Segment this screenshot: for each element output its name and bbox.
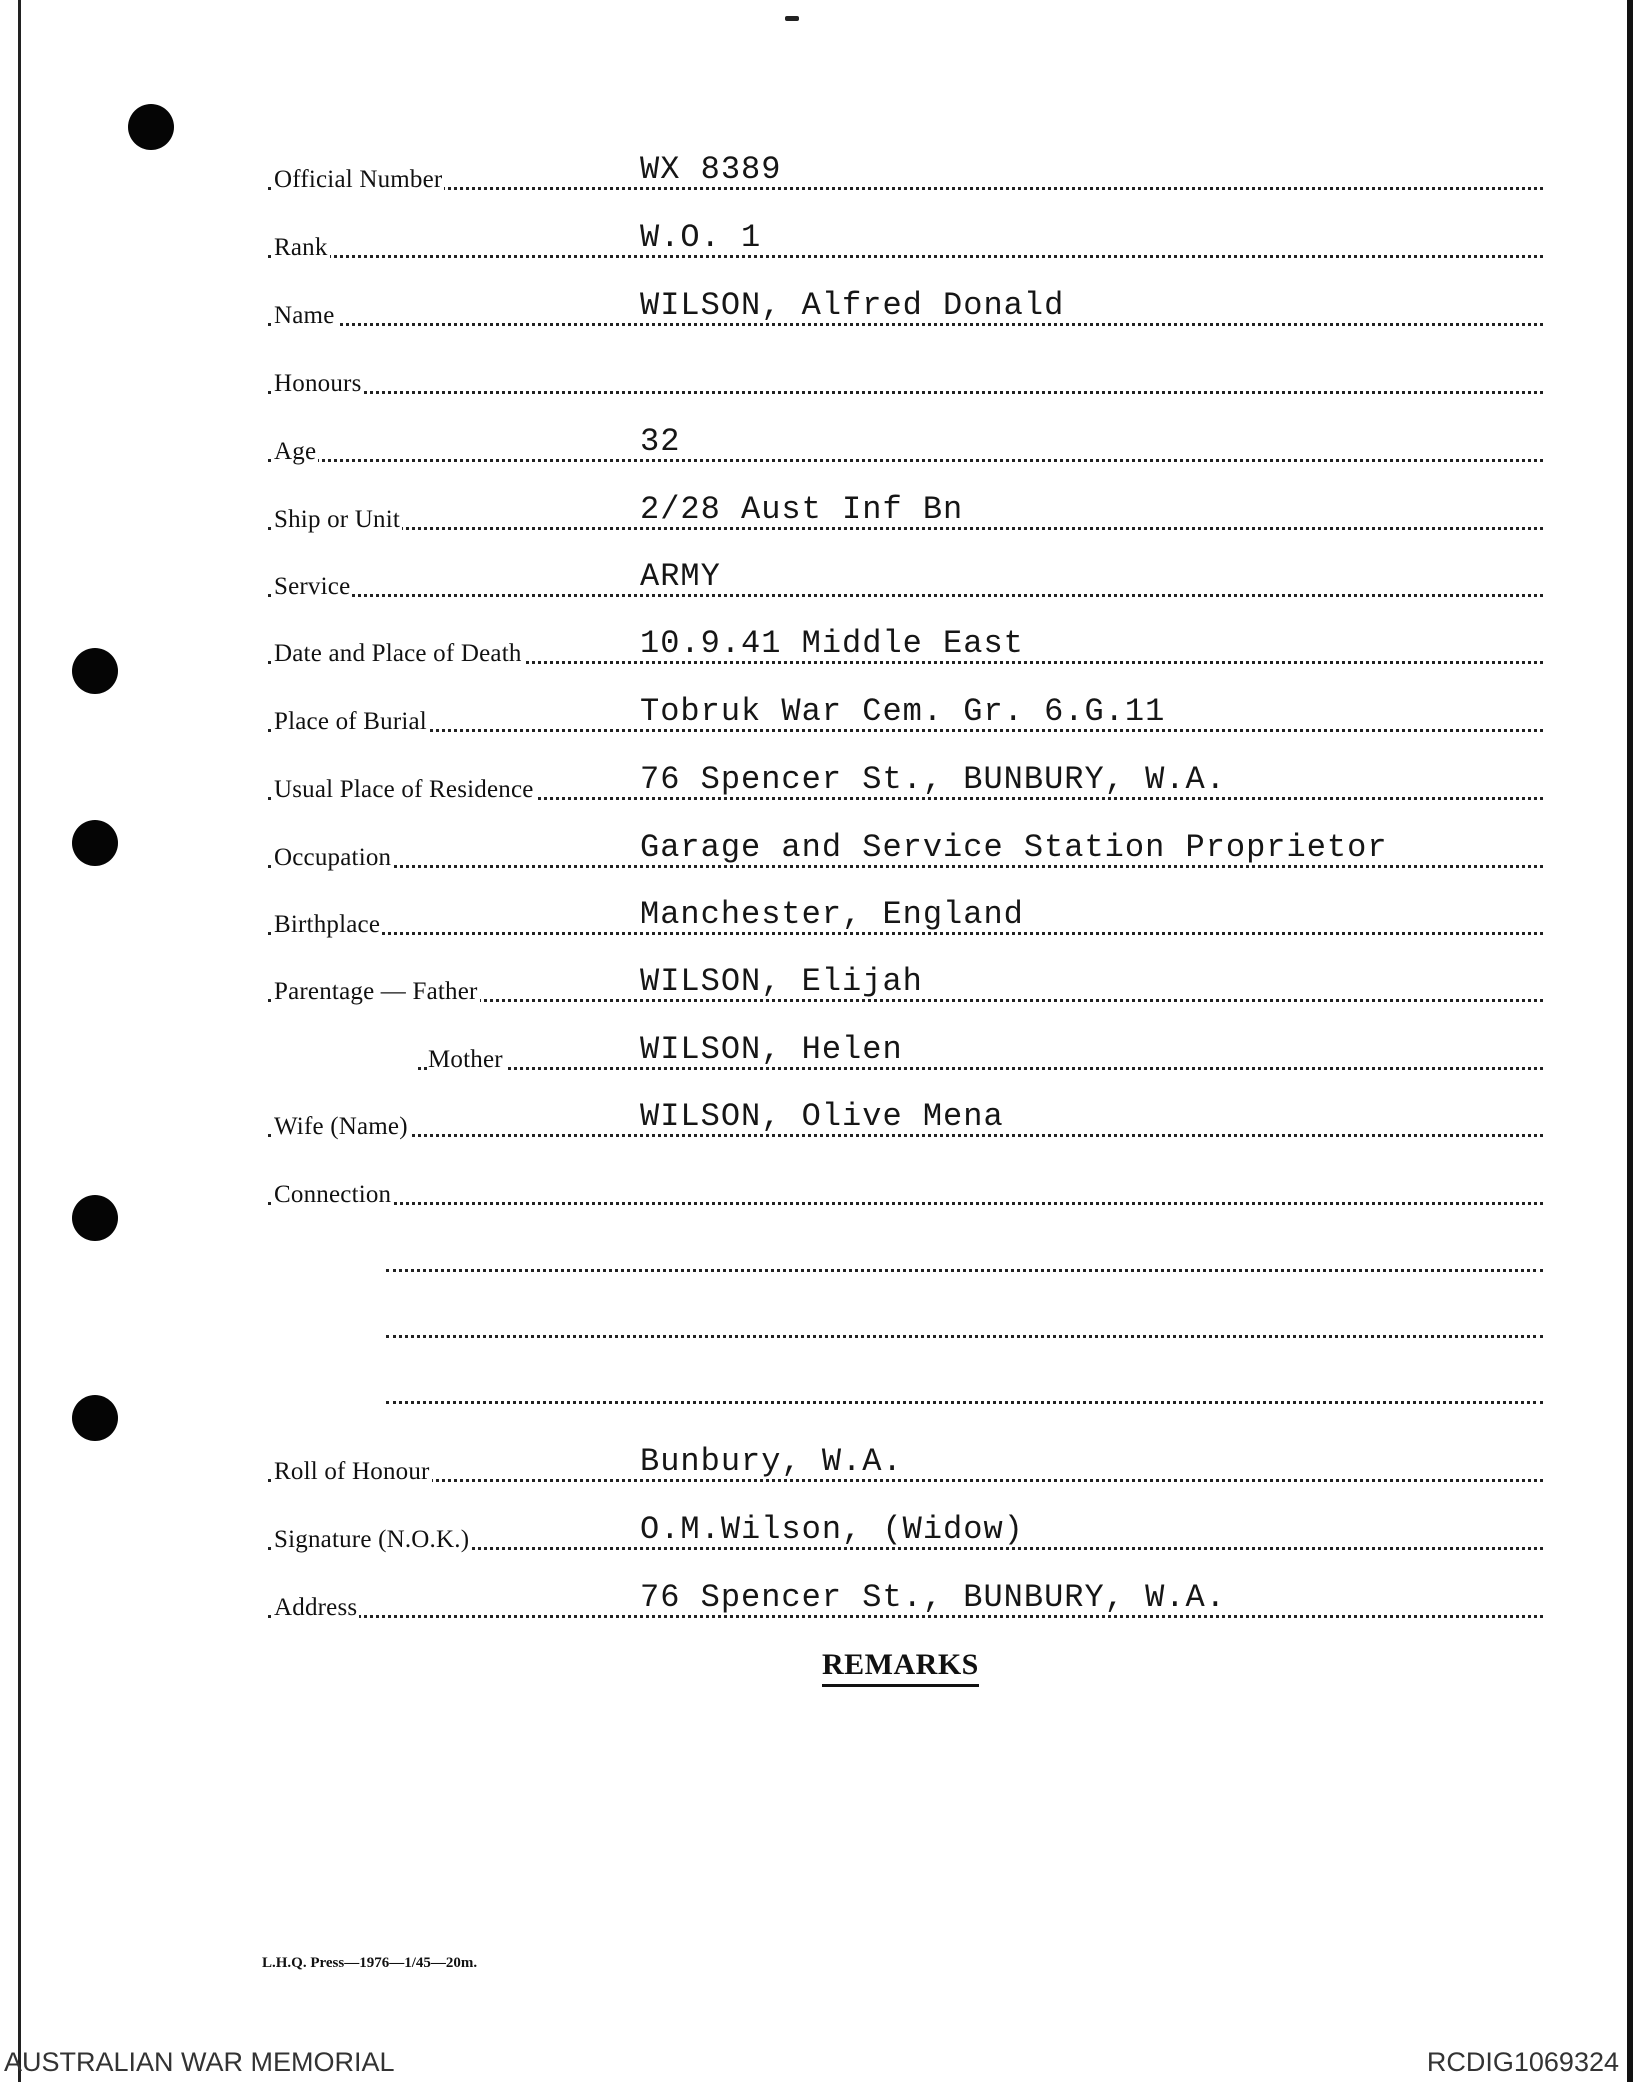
footer-archive-name: AUSTRALIAN WAR MEMORIAL — [4, 2047, 395, 2077]
field-value: WX 8389 — [640, 151, 782, 188]
field-connection — [268, 1163, 1543, 1215]
field-label: Occupation — [274, 844, 392, 871]
field-value: W.O. 1 — [640, 219, 762, 256]
field-value: Bunbury, W.A. — [640, 1443, 903, 1480]
field-label: Address — [274, 1594, 358, 1621]
field-label: Wife (Name) — [274, 1113, 408, 1140]
connection-line — [268, 1362, 1543, 1414]
field-label: Birthplace — [274, 911, 381, 938]
connection-line — [268, 1230, 1543, 1282]
field-mother — [268, 1028, 1543, 1080]
punch-hole — [72, 1395, 118, 1441]
field-rank — [268, 216, 1543, 268]
field-label: Name — [274, 302, 335, 329]
field-date-place-of-death — [268, 622, 1543, 674]
punch-hole — [128, 104, 174, 150]
field-label: Service — [274, 573, 351, 600]
scan-right-edge — [1627, 0, 1633, 2082]
remarks-heading: REMARKS — [822, 1648, 979, 1687]
scan-left-edge — [18, 0, 21, 2082]
field-value: WILSON, Helen — [640, 1031, 903, 1068]
field-place-of-burial — [268, 690, 1543, 742]
field-birthplace — [268, 893, 1543, 945]
field-occupation — [268, 826, 1543, 878]
punch-hole — [72, 820, 118, 866]
field-signature — [268, 1508, 1543, 1560]
field-honours — [268, 352, 1543, 404]
press-note: L.H.Q. Press—1976—1/45—20m. — [262, 1955, 478, 1971]
field-label: Parentage — Father — [274, 978, 478, 1005]
field-label: Honours — [274, 370, 362, 397]
field-label: Usual Place of Residence — [274, 776, 534, 803]
field-value: 32 — [640, 423, 681, 460]
scan-mark — [785, 16, 799, 21]
field-value: ARMY — [640, 558, 721, 595]
field-father — [268, 960, 1543, 1012]
field-value: Manchester, England — [640, 896, 1024, 933]
field-label: Age — [274, 438, 317, 465]
field-value: O.M.Wilson, (Widow) — [640, 1511, 1024, 1548]
field-value: WILSON, Alfred Donald — [640, 287, 1065, 324]
punch-hole — [72, 648, 118, 694]
dotted-line — [268, 459, 1543, 462]
field-label: Place of Burial — [274, 708, 427, 735]
field-value: 2/28 Aust Inf Bn — [640, 491, 964, 528]
field-usual-residence — [268, 758, 1543, 810]
field-official-number — [268, 148, 1543, 200]
field-value: WILSON, Elijah — [640, 963, 923, 1000]
dotted-line — [268, 1202, 1543, 1205]
field-label: Rank — [274, 234, 328, 261]
dotted-line — [268, 255, 1543, 258]
footer-record-id: RCDIG1069324 — [1426, 2047, 1619, 2077]
field-value: Garage and Service Station Proprietor — [640, 829, 1388, 866]
field-name — [268, 284, 1543, 336]
connection-line — [268, 1296, 1543, 1348]
dotted-line — [268, 391, 1543, 394]
field-label: Roll of Honour — [274, 1458, 430, 1485]
field-wife — [268, 1095, 1543, 1147]
field-label: Date and Place of Death — [274, 640, 522, 667]
field-value: Tobruk War Cem. Gr. 6.G.11 — [640, 693, 1166, 730]
dotted-line — [418, 1067, 1543, 1070]
field-age — [268, 420, 1543, 472]
field-label: Official Number — [274, 166, 443, 193]
field-label: Ship or Unit — [274, 506, 401, 533]
dotted-line — [268, 1479, 1543, 1482]
field-service — [268, 555, 1543, 607]
field-roll-of-honour — [268, 1440, 1543, 1492]
field-address — [268, 1576, 1543, 1628]
dotted-line — [386, 1269, 1543, 1272]
field-ship-or-unit — [268, 488, 1543, 540]
punch-hole — [72, 1195, 118, 1241]
dotted-line — [268, 594, 1543, 597]
dotted-line — [386, 1401, 1543, 1404]
field-value: 76 Spencer St., BUNBURY, W.A. — [640, 1579, 1226, 1616]
field-label: Connection — [274, 1181, 392, 1208]
dotted-line — [386, 1335, 1543, 1338]
field-value: 10.9.41 Middle East — [640, 625, 1024, 662]
field-label: Signature (N.O.K.) — [274, 1526, 470, 1553]
field-value: WILSON, Olive Mena — [640, 1098, 1004, 1135]
field-label: Mother — [428, 1046, 503, 1073]
field-value: 76 Spencer St., BUNBURY, W.A. — [640, 761, 1226, 798]
dotted-line — [268, 187, 1543, 190]
